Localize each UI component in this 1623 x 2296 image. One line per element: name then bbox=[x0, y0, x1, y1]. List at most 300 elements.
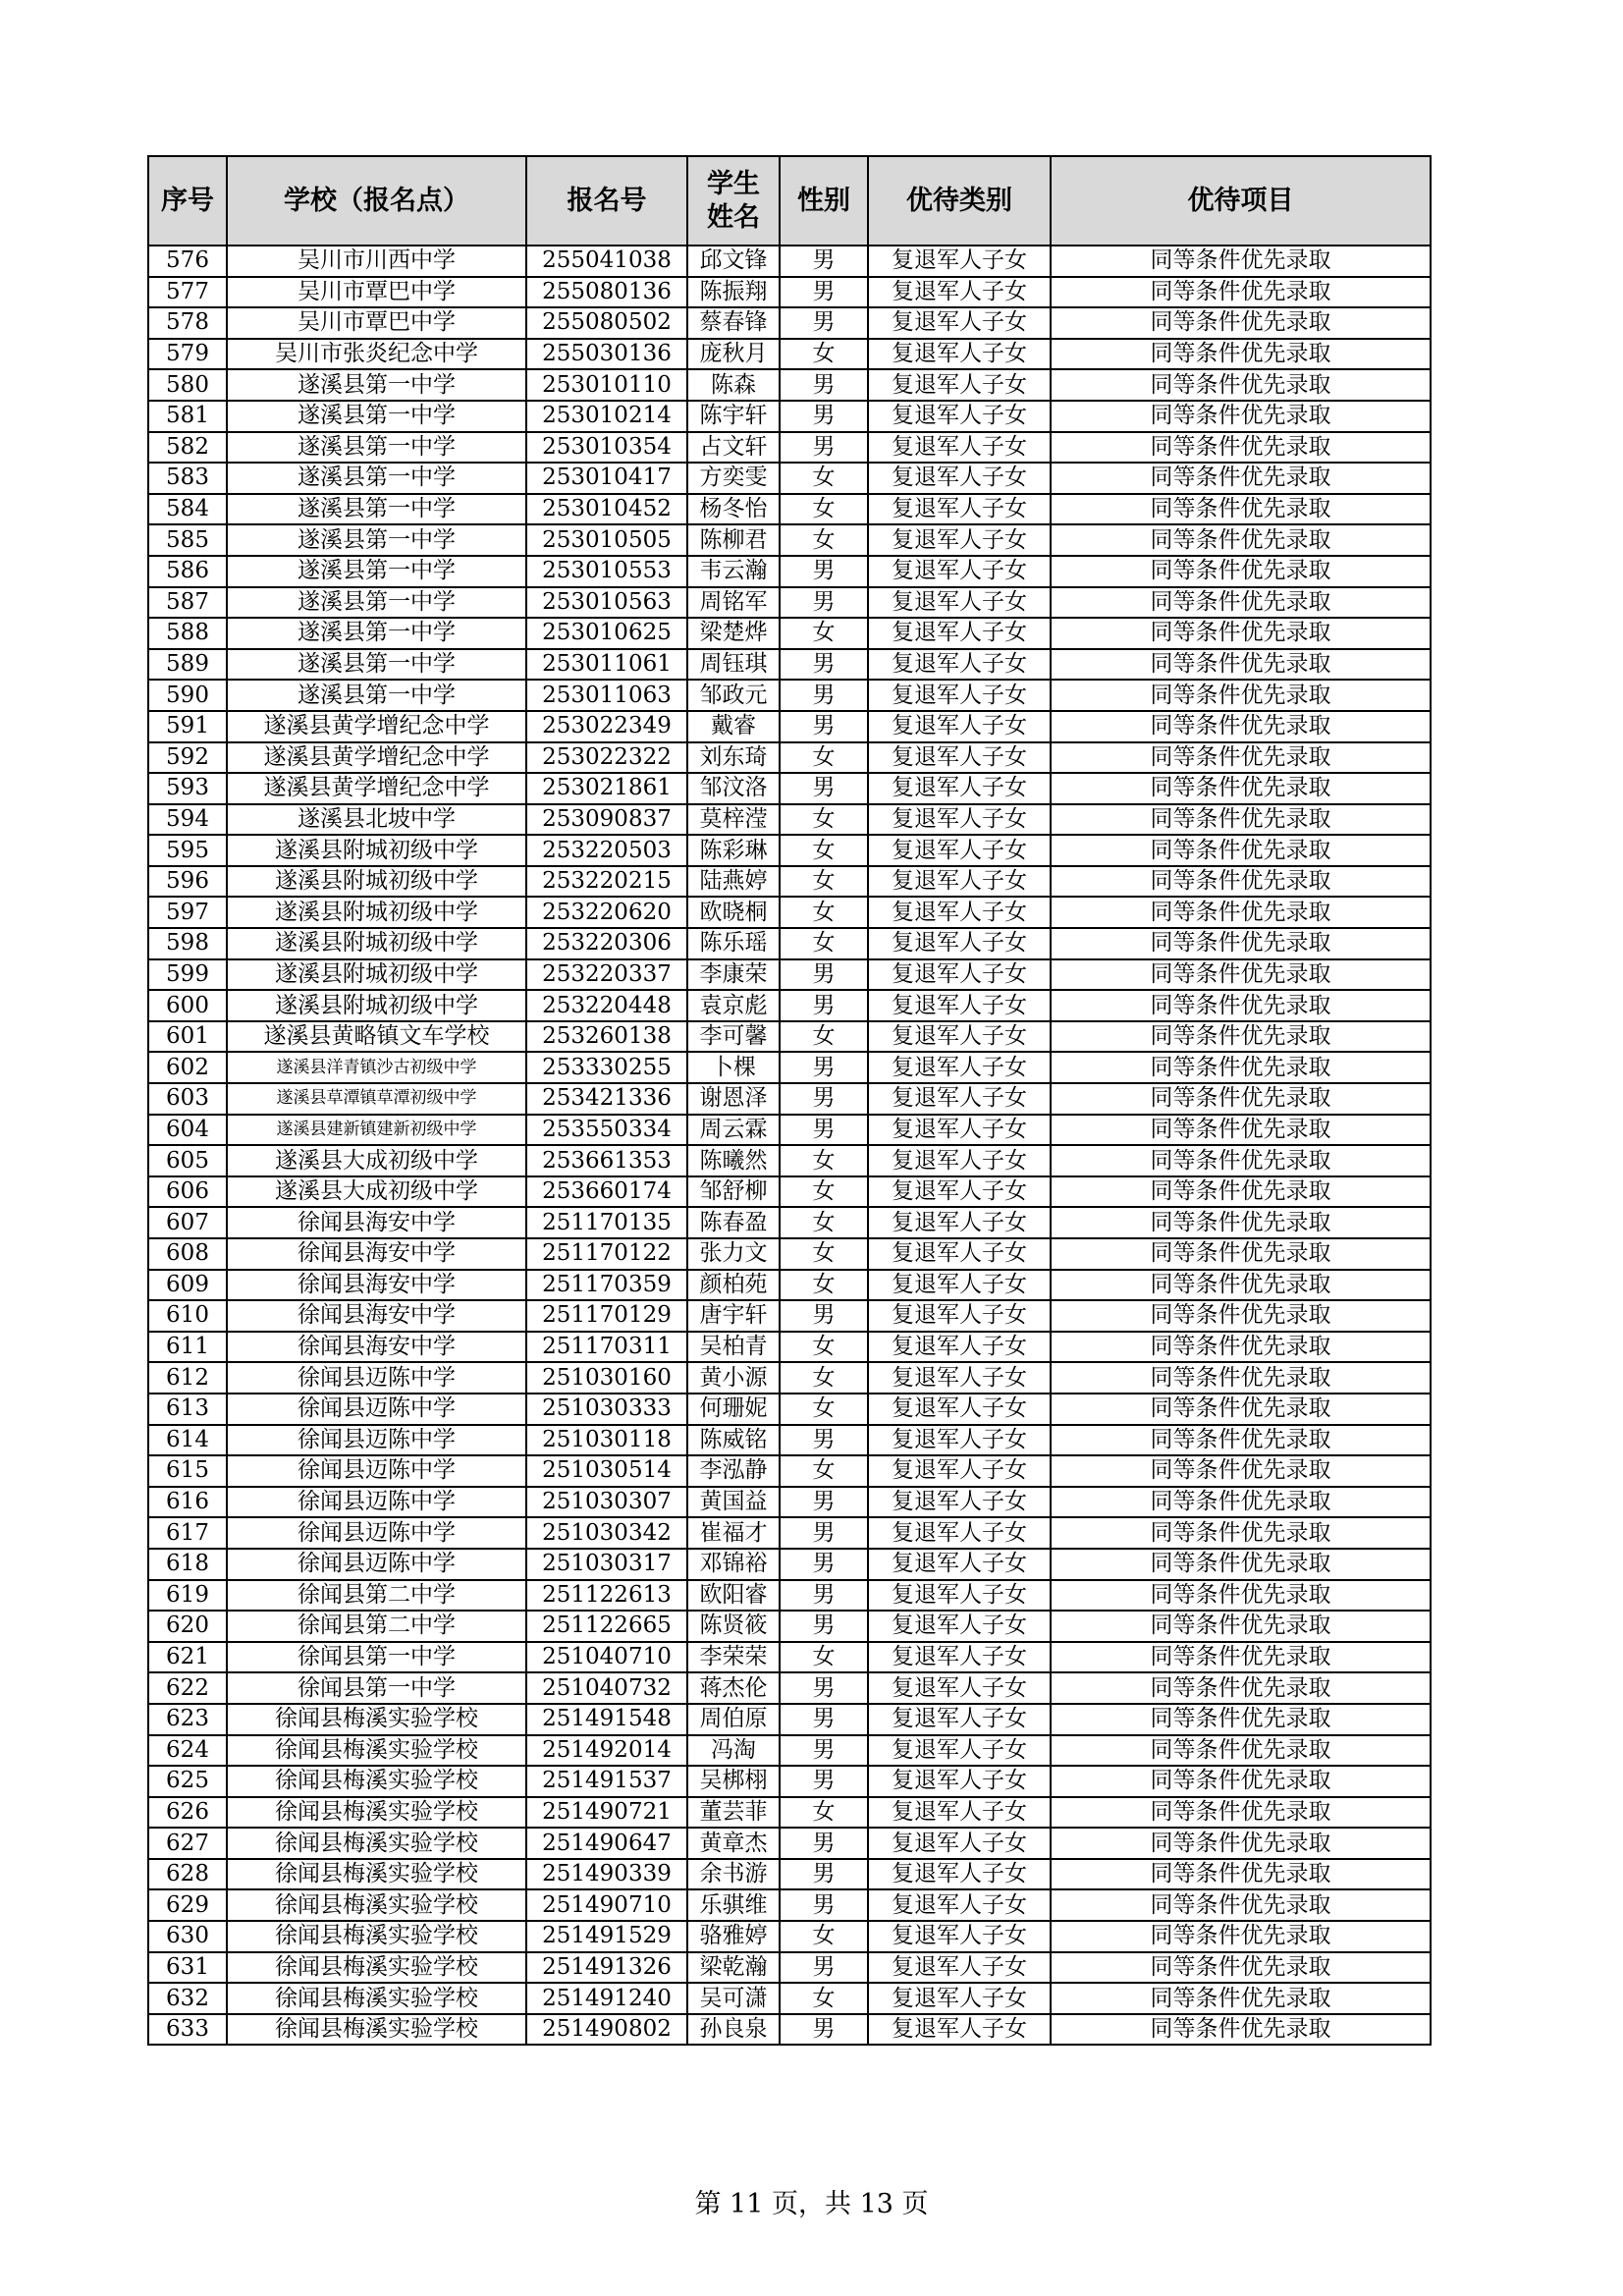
cell-category: 复退军人子女 bbox=[868, 1052, 1051, 1083]
table-row bbox=[148, 1238, 1431, 1270]
table-row bbox=[148, 1704, 1431, 1735]
cell-student-name: 陈振翔 bbox=[687, 277, 780, 308]
cell-student-name: 冯淘 bbox=[687, 1735, 780, 1767]
cell-school: 徐闻县梅溪实验学校 bbox=[227, 1766, 526, 1797]
cell-item: 同等条件优先录取 bbox=[1051, 1145, 1431, 1176]
cell-student-name: 蔡春锋 bbox=[687, 307, 780, 339]
cell-item: 同等条件优先录取 bbox=[1051, 773, 1431, 804]
cell-reg-no: 251170122 bbox=[526, 1238, 687, 1270]
cell-student-name: 唐宇轩 bbox=[687, 1300, 780, 1332]
table-row bbox=[148, 524, 1431, 556]
cell-category: 复退军人子女 bbox=[868, 1145, 1051, 1176]
table-row bbox=[148, 1207, 1431, 1238]
cell-student-name: 谢恩泽 bbox=[687, 1083, 780, 1115]
cell-gender: 男 bbox=[780, 1735, 868, 1767]
cell-category: 复退军人子女 bbox=[868, 1921, 1051, 1952]
cell-school: 徐闻县梅溪实验学校 bbox=[227, 1952, 526, 1984]
cell-school: 吴川市覃巴中学 bbox=[227, 277, 526, 308]
cell-item: 同等条件优先录取 bbox=[1051, 1735, 1431, 1767]
table-row bbox=[148, 1921, 1431, 1952]
cell-gender: 女 bbox=[780, 618, 868, 649]
cell-item: 同等条件优先录取 bbox=[1051, 432, 1431, 464]
cell-student-name: 梁乾瀚 bbox=[687, 1952, 780, 1984]
cell-item: 同等条件优先录取 bbox=[1051, 1642, 1431, 1673]
cell-category: 复退军人子女 bbox=[868, 307, 1051, 339]
cell-category: 复退军人子女 bbox=[868, 1362, 1051, 1394]
table-row bbox=[148, 1332, 1431, 1363]
cell-school: 遂溪县第一中学 bbox=[227, 680, 526, 711]
cell-seq: 594 bbox=[148, 804, 227, 836]
cell-gender: 男 bbox=[780, 773, 868, 804]
cell-school: 遂溪县第一中学 bbox=[227, 556, 526, 587]
cell-reg-no: 251030514 bbox=[526, 1455, 687, 1487]
cell-reg-no: 251170129 bbox=[526, 1300, 687, 1332]
cell-category: 复退军人子女 bbox=[868, 1889, 1051, 1921]
cell-gender: 女 bbox=[780, 866, 868, 898]
table-row bbox=[148, 1487, 1431, 1518]
cell-school: 遂溪县附城初级中学 bbox=[227, 835, 526, 866]
cell-reg-no: 253260138 bbox=[526, 1021, 687, 1053]
cell-school: 遂溪县大成初级中学 bbox=[227, 1176, 526, 1208]
cell-seq: 631 bbox=[148, 1952, 227, 1984]
cell-gender: 女 bbox=[780, 804, 868, 836]
cell-reg-no: 253090837 bbox=[526, 804, 687, 836]
cell-school: 徐闻县海安中学 bbox=[227, 1270, 526, 1301]
cell-seq: 622 bbox=[148, 1672, 227, 1704]
cell-item: 同等条件优先录取 bbox=[1051, 587, 1431, 619]
table-row bbox=[148, 2014, 1431, 2046]
cell-item: 同等条件优先录取 bbox=[1051, 369, 1431, 401]
cell-reg-no: 253010505 bbox=[526, 524, 687, 556]
cell-student-name: 戴睿 bbox=[687, 711, 780, 742]
cell-category: 复退军人子女 bbox=[868, 1238, 1051, 1270]
cell-category: 复退军人子女 bbox=[868, 1828, 1051, 1859]
cell-school: 徐闻县迈陈中学 bbox=[227, 1425, 526, 1456]
cell-gender: 男 bbox=[780, 1889, 868, 1921]
cell-school: 遂溪县黄学增纪念中学 bbox=[227, 742, 526, 774]
cell-item: 同等条件优先录取 bbox=[1051, 1394, 1431, 1425]
cell-reg-no: 251030118 bbox=[526, 1425, 687, 1456]
cell-seq: 576 bbox=[148, 246, 227, 277]
cell-seq: 597 bbox=[148, 897, 227, 928]
cell-school: 徐闻县海安中学 bbox=[227, 1207, 526, 1238]
cell-school: 徐闻县梅溪实验学校 bbox=[227, 1921, 526, 1952]
cell-item: 同等条件优先录取 bbox=[1051, 1052, 1431, 1083]
cell-category: 复退军人子女 bbox=[868, 1580, 1051, 1612]
cell-school: 遂溪县黄学增纪念中学 bbox=[227, 773, 526, 804]
cell-school: 徐闻县海安中学 bbox=[227, 1238, 526, 1270]
cell-gender: 男 bbox=[780, 1052, 868, 1083]
cell-school: 遂溪县建新镇建新初级中学 bbox=[227, 1115, 526, 1146]
table-row bbox=[148, 1797, 1431, 1829]
cell-student-name: 周钰琪 bbox=[687, 649, 780, 681]
cell-item: 同等条件优先录取 bbox=[1051, 711, 1431, 742]
header-reg-no: 报名号 bbox=[526, 156, 687, 246]
cell-reg-no: 251030333 bbox=[526, 1394, 687, 1425]
cell-student-name: 陈柳君 bbox=[687, 524, 780, 556]
cell-category: 复退军人子女 bbox=[868, 1083, 1051, 1115]
cell-seq: 595 bbox=[148, 835, 227, 866]
cell-item: 同等条件优先录取 bbox=[1051, 1425, 1431, 1456]
cell-student-name: 崔福才 bbox=[687, 1517, 780, 1549]
page-footer: 第 11 页，共 13 页 bbox=[694, 2189, 929, 2219]
cell-student-name: 刘东琦 bbox=[687, 742, 780, 774]
cell-item: 同等条件优先录取 bbox=[1051, 1021, 1431, 1053]
cell-reg-no: 251122665 bbox=[526, 1611, 687, 1642]
cell-category: 复退军人子女 bbox=[868, 1176, 1051, 1208]
header-item: 优待项目 bbox=[1051, 156, 1431, 246]
cell-item: 同等条件优先录取 bbox=[1051, 959, 1431, 991]
cell-item: 同等条件优先录取 bbox=[1051, 1487, 1431, 1518]
cell-student-name: 袁京彪 bbox=[687, 990, 780, 1021]
cell-category: 复退军人子女 bbox=[868, 1425, 1051, 1456]
cell-seq: 613 bbox=[148, 1394, 227, 1425]
cell-reg-no: 253010563 bbox=[526, 587, 687, 619]
cell-category: 复退军人子女 bbox=[868, 1859, 1051, 1890]
cell-reg-no: 253660174 bbox=[526, 1176, 687, 1208]
cell-school: 徐闻县梅溪实验学校 bbox=[227, 1889, 526, 1921]
header-school: 学校（报名点） bbox=[227, 156, 526, 246]
cell-seq: 596 bbox=[148, 866, 227, 898]
cell-student-name: 董芸菲 bbox=[687, 1797, 780, 1829]
cell-reg-no: 253011061 bbox=[526, 649, 687, 681]
cell-seq: 617 bbox=[148, 1517, 227, 1549]
cell-gender: 女 bbox=[780, 1238, 868, 1270]
cell-item: 同等条件优先录取 bbox=[1051, 463, 1431, 494]
cell-reg-no: 255080502 bbox=[526, 307, 687, 339]
cell-student-name: 庞秋月 bbox=[687, 339, 780, 370]
table-row bbox=[148, 1455, 1431, 1487]
cell-school: 遂溪县第一中学 bbox=[227, 587, 526, 619]
cell-category: 复退军人子女 bbox=[868, 990, 1051, 1021]
cell-seq: 624 bbox=[148, 1735, 227, 1767]
cell-seq: 619 bbox=[148, 1580, 227, 1612]
cell-school: 遂溪县大成初级中学 bbox=[227, 1145, 526, 1176]
table-row bbox=[148, 369, 1431, 401]
table-row bbox=[148, 1983, 1431, 2014]
cell-gender: 男 bbox=[780, 1487, 868, 1518]
cell-student-name: 蒋杰伦 bbox=[687, 1672, 780, 1704]
cell-seq: 591 bbox=[148, 711, 227, 742]
cell-category: 复退军人子女 bbox=[868, 587, 1051, 619]
cell-reg-no: 255041038 bbox=[526, 246, 687, 277]
cell-seq: 614 bbox=[148, 1425, 227, 1456]
cell-school: 徐闻县第二中学 bbox=[227, 1611, 526, 1642]
cell-item: 同等条件优先录取 bbox=[1051, 1889, 1431, 1921]
cell-item: 同等条件优先录取 bbox=[1051, 1952, 1431, 1984]
table-row bbox=[148, 866, 1431, 898]
table-row bbox=[148, 835, 1431, 866]
table-row bbox=[148, 618, 1431, 649]
cell-item: 同等条件优先录取 bbox=[1051, 277, 1431, 308]
cell-item: 同等条件优先录取 bbox=[1051, 1115, 1431, 1146]
cell-student-name: 周铭军 bbox=[687, 587, 780, 619]
cell-student-name: 余书游 bbox=[687, 1859, 780, 1890]
cell-gender: 女 bbox=[780, 494, 868, 525]
table-row bbox=[148, 1052, 1431, 1083]
cell-school: 徐闻县梅溪实验学校 bbox=[227, 1704, 526, 1735]
cell-reg-no: 253010354 bbox=[526, 432, 687, 464]
cell-item: 同等条件优先录取 bbox=[1051, 556, 1431, 587]
cell-student-name: 韦云瀚 bbox=[687, 556, 780, 587]
cell-item: 同等条件优先录取 bbox=[1051, 1828, 1431, 1859]
cell-category: 复退军人子女 bbox=[868, 1115, 1051, 1146]
table-row bbox=[148, 587, 1431, 619]
cell-reg-no: 253010452 bbox=[526, 494, 687, 525]
cell-reg-no: 251490721 bbox=[526, 1797, 687, 1829]
cell-item: 同等条件优先录取 bbox=[1051, 897, 1431, 928]
cell-seq: 620 bbox=[148, 1611, 227, 1642]
cell-seq: 599 bbox=[148, 959, 227, 991]
cell-reg-no: 255030136 bbox=[526, 339, 687, 370]
cell-school: 遂溪县草潭镇草潭初级中学 bbox=[227, 1083, 526, 1115]
cell-reg-no: 251030342 bbox=[526, 1517, 687, 1549]
cell-school: 遂溪县第一中学 bbox=[227, 649, 526, 681]
table-row bbox=[148, 246, 1431, 277]
cell-school: 徐闻县迈陈中学 bbox=[227, 1549, 526, 1580]
table-row bbox=[148, 1270, 1431, 1301]
cell-gender: 女 bbox=[780, 1921, 868, 1952]
cell-school: 徐闻县梅溪实验学校 bbox=[227, 1859, 526, 1890]
cell-reg-no: 255080136 bbox=[526, 277, 687, 308]
table-row bbox=[148, 1394, 1431, 1425]
cell-category: 复退军人子女 bbox=[868, 524, 1051, 556]
cell-seq: 577 bbox=[148, 277, 227, 308]
cell-student-name: 吴可潇 bbox=[687, 1983, 780, 2014]
cell-category: 复退军人子女 bbox=[868, 618, 1051, 649]
cell-item: 同等条件优先录取 bbox=[1051, 307, 1431, 339]
cell-reg-no: 251491326 bbox=[526, 1952, 687, 1984]
cell-student-name: 邹政元 bbox=[687, 680, 780, 711]
table-row bbox=[148, 928, 1431, 959]
cell-seq: 601 bbox=[148, 1021, 227, 1053]
cell-gender: 男 bbox=[780, 432, 868, 464]
cell-gender: 男 bbox=[780, 1952, 868, 1984]
cell-item: 同等条件优先录取 bbox=[1051, 1672, 1431, 1704]
cell-seq: 618 bbox=[148, 1549, 227, 1580]
cell-student-name: 欧晓桐 bbox=[687, 897, 780, 928]
table-row bbox=[148, 742, 1431, 774]
cell-student-name: 陈宇轩 bbox=[687, 401, 780, 432]
cell-item: 同等条件优先录取 bbox=[1051, 1517, 1431, 1549]
cell-gender: 男 bbox=[780, 1300, 868, 1332]
cell-student-name: 梁楚烨 bbox=[687, 618, 780, 649]
cell-school: 徐闻县迈陈中学 bbox=[227, 1362, 526, 1394]
cell-category: 复退军人子女 bbox=[868, 463, 1051, 494]
cell-school: 遂溪县第一中学 bbox=[227, 494, 526, 525]
cell-category: 复退军人子女 bbox=[868, 1549, 1051, 1580]
cell-student-name: 张力文 bbox=[687, 1238, 780, 1270]
cell-category: 复退军人子女 bbox=[868, 1207, 1051, 1238]
cell-item: 同等条件优先录取 bbox=[1051, 804, 1431, 836]
table-row bbox=[148, 432, 1431, 464]
cell-student-name: 方奕雯 bbox=[687, 463, 780, 494]
cell-school: 遂溪县黄学增纪念中学 bbox=[227, 711, 526, 742]
cell-school: 徐闻县第一中学 bbox=[227, 1672, 526, 1704]
cell-gender: 女 bbox=[780, 897, 868, 928]
cell-gender: 女 bbox=[780, 339, 868, 370]
cell-seq: 579 bbox=[148, 339, 227, 370]
cell-school: 徐闻县第一中学 bbox=[227, 1642, 526, 1673]
cell-reg-no: 251040710 bbox=[526, 1642, 687, 1673]
cell-category: 复退军人子女 bbox=[868, 1672, 1051, 1704]
cell-student-name: 黄章杰 bbox=[687, 1828, 780, 1859]
cell-gender: 男 bbox=[780, 1704, 868, 1735]
table-row bbox=[148, 1611, 1431, 1642]
cell-school: 徐闻县迈陈中学 bbox=[227, 1394, 526, 1425]
table-row bbox=[148, 1859, 1431, 1890]
table-row bbox=[148, 401, 1431, 432]
cell-seq: 589 bbox=[148, 649, 227, 681]
cell-student-name: 陈曦然 bbox=[687, 1145, 780, 1176]
header-seq: 序号 bbox=[148, 156, 227, 246]
cell-school: 遂溪县第一中学 bbox=[227, 369, 526, 401]
cell-gender: 女 bbox=[780, 928, 868, 959]
cell-seq: 611 bbox=[148, 1332, 227, 1363]
cell-student-name: 黄小源 bbox=[687, 1362, 780, 1394]
cell-seq: 609 bbox=[148, 1270, 227, 1301]
cell-gender: 女 bbox=[780, 1455, 868, 1487]
cell-seq: 583 bbox=[148, 463, 227, 494]
table-row bbox=[148, 1362, 1431, 1394]
table-row bbox=[148, 1300, 1431, 1332]
cell-gender: 男 bbox=[780, 680, 868, 711]
cell-category: 复退军人子女 bbox=[868, 1517, 1051, 1549]
cell-seq: 585 bbox=[148, 524, 227, 556]
table-body bbox=[148, 246, 1431, 2045]
cell-gender: 男 bbox=[780, 1549, 868, 1580]
cell-category: 复退军人子女 bbox=[868, 649, 1051, 681]
cell-seq: 621 bbox=[148, 1642, 227, 1673]
cell-reg-no: 253220337 bbox=[526, 959, 687, 991]
cell-gender: 男 bbox=[780, 649, 868, 681]
cell-gender: 女 bbox=[780, 524, 868, 556]
cell-student-name: 占文轩 bbox=[687, 432, 780, 464]
cell-student-name: 邓锦裕 bbox=[687, 1549, 780, 1580]
cell-category: 复退军人子女 bbox=[868, 339, 1051, 370]
cell-item: 同等条件优先录取 bbox=[1051, 1611, 1431, 1642]
cell-reg-no: 251490802 bbox=[526, 2014, 687, 2046]
cell-reg-no: 251170311 bbox=[526, 1332, 687, 1363]
table-header-row bbox=[148, 156, 1431, 246]
cell-gender: 女 bbox=[780, 1797, 868, 1829]
cell-seq: 612 bbox=[148, 1362, 227, 1394]
table-row bbox=[148, 1425, 1431, 1456]
cell-gender: 女 bbox=[780, 463, 868, 494]
cell-category: 复退军人子女 bbox=[868, 2014, 1051, 2046]
table-container bbox=[147, 155, 1430, 2046]
cell-seq: 584 bbox=[148, 494, 227, 525]
cell-gender: 男 bbox=[780, 246, 868, 277]
cell-student-name: 陈贤筱 bbox=[687, 1611, 780, 1642]
cell-seq: 633 bbox=[148, 2014, 227, 2046]
cell-student-name: 周云霖 bbox=[687, 1115, 780, 1146]
cell-category: 复退军人子女 bbox=[868, 401, 1051, 432]
cell-school: 徐闻县迈陈中学 bbox=[227, 1455, 526, 1487]
table-row bbox=[148, 773, 1431, 804]
cell-category: 复退军人子女 bbox=[868, 1642, 1051, 1673]
cell-school: 遂溪县附城初级中学 bbox=[227, 990, 526, 1021]
cell-item: 同等条件优先录取 bbox=[1051, 1921, 1431, 1952]
cell-school: 遂溪县附城初级中学 bbox=[227, 897, 526, 928]
cell-school: 徐闻县迈陈中学 bbox=[227, 1517, 526, 1549]
cell-school: 徐闻县梅溪实验学校 bbox=[227, 1983, 526, 2014]
cell-reg-no: 251491548 bbox=[526, 1704, 687, 1735]
cell-school: 遂溪县第一中学 bbox=[227, 618, 526, 649]
cell-school: 徐闻县海安中学 bbox=[227, 1300, 526, 1332]
cell-school: 徐闻县梅溪实验学校 bbox=[227, 1828, 526, 1859]
cell-student-name: 莫梓滢 bbox=[687, 804, 780, 836]
table-row bbox=[148, 339, 1431, 370]
cell-school: 徐闻县梅溪实验学校 bbox=[227, 1797, 526, 1829]
cell-school: 遂溪县第一中学 bbox=[227, 524, 526, 556]
cell-gender: 男 bbox=[780, 307, 868, 339]
cell-seq: 608 bbox=[148, 1238, 227, 1270]
cell-gender: 女 bbox=[780, 742, 868, 774]
cell-category: 复退军人子女 bbox=[868, 928, 1051, 959]
cell-seq: 598 bbox=[148, 928, 227, 959]
cell-gender: 男 bbox=[780, 1766, 868, 1797]
cell-item: 同等条件优先录取 bbox=[1051, 401, 1431, 432]
cell-category: 复退军人子女 bbox=[868, 1797, 1051, 1829]
cell-gender: 女 bbox=[780, 1207, 868, 1238]
cell-category: 复退军人子女 bbox=[868, 1300, 1051, 1332]
cell-school: 遂溪县洋青镇沙古初级中学 bbox=[227, 1052, 526, 1083]
cell-gender: 男 bbox=[780, 1517, 868, 1549]
cell-school: 徐闻县梅溪实验学校 bbox=[227, 1735, 526, 1767]
cell-reg-no: 251490339 bbox=[526, 1859, 687, 1890]
cell-item: 同等条件优先录取 bbox=[1051, 1176, 1431, 1208]
cell-student-name: 陆燕婷 bbox=[687, 866, 780, 898]
cell-item: 同等条件优先录取 bbox=[1051, 1983, 1431, 2014]
cell-item: 同等条件优先录取 bbox=[1051, 990, 1431, 1021]
cell-reg-no: 253010214 bbox=[526, 401, 687, 432]
cell-gender: 男 bbox=[780, 1425, 868, 1456]
cell-reg-no: 251040732 bbox=[526, 1672, 687, 1704]
cell-seq: 600 bbox=[148, 990, 227, 1021]
cell-seq: 593 bbox=[148, 773, 227, 804]
cell-gender: 男 bbox=[780, 990, 868, 1021]
cell-gender: 男 bbox=[780, 1859, 868, 1890]
cell-gender: 男 bbox=[780, 556, 868, 587]
cell-category: 复退军人子女 bbox=[868, 1983, 1051, 2014]
cell-seq: 582 bbox=[148, 432, 227, 464]
cell-student-name: 周伯原 bbox=[687, 1704, 780, 1735]
cell-gender: 男 bbox=[780, 959, 868, 991]
cell-category: 复退军人子女 bbox=[868, 1952, 1051, 1984]
cell-student-name: 李康荣 bbox=[687, 959, 780, 991]
table-row bbox=[148, 959, 1431, 991]
cell-reg-no: 253022349 bbox=[526, 711, 687, 742]
cell-student-name: 吴梆栩 bbox=[687, 1766, 780, 1797]
cell-item: 同等条件优先录取 bbox=[1051, 1083, 1431, 1115]
cell-gender: 男 bbox=[780, 1611, 868, 1642]
cell-category: 复退军人子女 bbox=[868, 1766, 1051, 1797]
cell-gender: 女 bbox=[780, 1362, 868, 1394]
cell-gender: 男 bbox=[780, 369, 868, 401]
table-row bbox=[148, 1145, 1431, 1176]
preferential-admission-table bbox=[147, 155, 1432, 2046]
cell-student-name: 陈威铭 bbox=[687, 1425, 780, 1456]
cell-seq: 587 bbox=[148, 587, 227, 619]
cell-reg-no: 251491240 bbox=[526, 1983, 687, 2014]
table-row bbox=[148, 494, 1431, 525]
cell-reg-no: 253010553 bbox=[526, 556, 687, 587]
cell-seq: 625 bbox=[148, 1766, 227, 1797]
cell-gender: 男 bbox=[780, 1115, 868, 1146]
cell-school: 吴川市张炎纪念中学 bbox=[227, 339, 526, 370]
cell-school: 徐闻县梅溪实验学校 bbox=[227, 2014, 526, 2046]
